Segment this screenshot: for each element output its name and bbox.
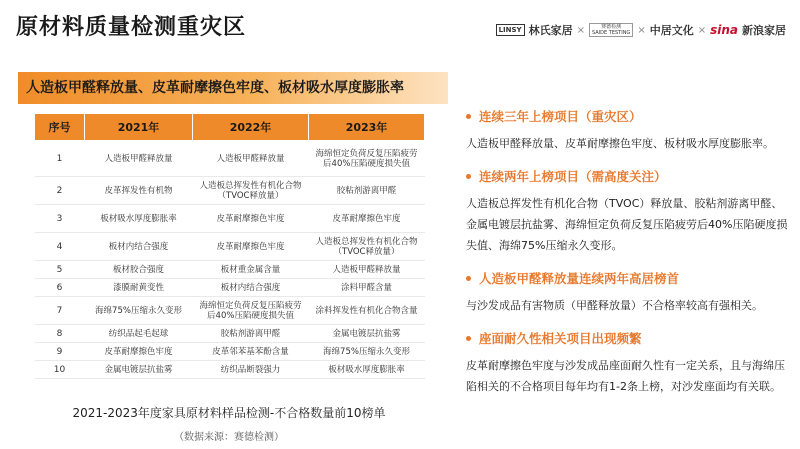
cell-index: 6: [35, 279, 85, 297]
table-header-row: [35, 114, 425, 141]
logo-separator: ×: [637, 24, 646, 36]
cell-2022: 板材内结合强度: [193, 279, 309, 297]
cell-2023: 海绵恒定负荷反复压陷疲劳后40%压陷硬度损失值: [309, 141, 425, 177]
saide-testing-logo: [589, 23, 633, 37]
logo-separator: ×: [576, 24, 586, 36]
table-caption: 2021-2023年度家具原材料样品检测-不合格数量前10榜单: [72, 406, 386, 420]
cell-2022: 皮革耐摩擦色牢度: [193, 233, 309, 261]
finding-paragraph-4: 皮革耐摩擦色牢度与沙发成品座面耐久性有一定关系，且与海绵压陷相关的不合格项目每年均有1-2条上榜，对沙发座面均有关联。: [466, 359, 785, 393]
cell-2021: 皮革挥发性有机物: [85, 177, 193, 205]
cell-2023: 人造板甲醛释放量: [309, 261, 425, 279]
finding-heading-text: 连续三年上榜项目（重灾区）: [479, 109, 642, 124]
table-row: [35, 141, 425, 177]
cell-2022: 板材重金属含量: [193, 261, 309, 279]
cell-2021: 板材胶合强度: [85, 261, 193, 279]
logo-separator: ×: [697, 24, 707, 36]
linshi-jiaju-logo: 林氏家居: [528, 24, 573, 37]
bullet-dot-icon: [466, 114, 471, 119]
cell-2022: 皮革耐摩擦色牢度: [193, 205, 309, 233]
finding-heading-text: 座面耐久性相关项目出现频繁: [479, 331, 642, 346]
table-row: [35, 233, 425, 261]
xinlang-jiaju-logo: 新浪家居: [742, 24, 786, 37]
cell-2023: 皮革耐摩擦色牢度: [309, 205, 425, 233]
cell-2023: 海绵75%压缩永久变形: [309, 343, 425, 361]
cell-2021: 板材内结合强度: [85, 233, 193, 261]
finding-paragraph-2: 人造板总挥发性有机化合物（TVOC）释放量、胶粘剂游离甲醛、金属电镀层抗盐雾、海绵恒定负荷反复压陷疲劳后40%压陷硬度损失值、海绵75%压缩永久变形。: [466, 197, 788, 252]
partner-logos: [496, 22, 786, 38]
cell-index: 10: [35, 361, 85, 379]
bullet-dot-icon: [466, 174, 471, 179]
table-row: [35, 279, 425, 297]
header-2023: 2023年: [309, 114, 425, 141]
finding-paragraph-1: 人造板甲醛释放量、皮革耐摩擦色牢度、板材吸水厚度膨胀率。: [466, 137, 774, 150]
top10-table: [34, 113, 425, 379]
header-2022: 2022年: [193, 114, 309, 141]
linsy-logo: LINSY: [496, 24, 525, 36]
cell-2023: 胶粘剂游离甲醛: [309, 177, 425, 205]
cell-2021: 板材吸水厚度膨胀率: [85, 205, 193, 233]
header-index: 序号: [35, 114, 85, 141]
cell-2021: 皮革耐摩擦色牢度: [85, 343, 193, 361]
cell-2022: 纺织品断裂强力: [193, 361, 309, 379]
cell-index: 7: [35, 297, 85, 325]
finding-heading-2: [466, 167, 667, 185]
bullet-dot-icon: [466, 336, 471, 341]
cell-2022: 皮革邻苯基苯酚含量: [193, 343, 309, 361]
table-row: [35, 177, 425, 205]
cell-2023: 涂料甲醛含量: [309, 279, 425, 297]
section-banner: 人造板甲醛释放量、皮革耐摩擦色牢度、板材吸水厚度膨胀率: [18, 72, 448, 104]
cell-index: 3: [35, 205, 85, 233]
finding-heading-1: [466, 107, 642, 125]
cell-2022: 胶粘剂游离甲醛: [193, 325, 309, 343]
cell-2022: 人造板甲醛释放量: [193, 141, 309, 177]
cell-2023: 金属电镀层抗盐雾: [309, 325, 425, 343]
cell-2023: 涂料挥发性有机化合物含量: [309, 297, 425, 325]
table-row: [35, 343, 425, 361]
sina-logo: sina: [710, 23, 738, 37]
table-row: [35, 261, 425, 279]
cell-index: 5: [35, 261, 85, 279]
cell-2022: 海绵恒定负荷反复压陷疲劳后40%压陷硬度损失值: [193, 297, 309, 325]
zhongju-wenhua-logo: 中居文化: [649, 24, 694, 37]
cell-2021: 纺织品起毛起球: [85, 325, 193, 343]
table-row: [35, 325, 425, 343]
header-2021: 2021年: [85, 114, 193, 141]
cell-index: 2: [35, 177, 85, 205]
cell-2021: 人造板甲醛释放量: [85, 141, 193, 177]
cell-index: 9: [35, 343, 85, 361]
data-source-note: （数据来源：赛德检测）: [174, 432, 284, 443]
bullet-dot-icon: [466, 276, 471, 281]
saide-testing-logo-en: SAIDE TESTING: [592, 30, 631, 36]
cell-2021: 漆膜耐黄变性: [85, 279, 193, 297]
page-title: 原材料质量检测重灾区: [16, 15, 247, 40]
cell-index: 4: [35, 233, 85, 261]
finding-heading-4: [466, 329, 642, 347]
saide-testing-logo-cn: 赛德检测: [601, 24, 622, 30]
table-row: [35, 205, 425, 233]
finding-paragraph-3: 与沙发成品有害物质（甲醛释放量）不合格率较高有强相关。: [466, 299, 763, 312]
cell-2023: 板材吸水厚度膨胀率: [309, 361, 425, 379]
cell-2021: 海绵75%压缩永久变形: [85, 297, 193, 325]
cell-index: 8: [35, 325, 85, 343]
cell-index: 1: [35, 141, 85, 177]
table-row: [35, 297, 425, 325]
finding-heading-text: 连续两年上榜项目（需高度关注）: [479, 169, 667, 184]
table-row: [35, 361, 425, 379]
cell-2023: 人造板总挥发性有机化合物（TVOC释放量）: [309, 233, 425, 261]
cell-2022: 人造板总挥发性有机化合物（TVOC释放量）: [193, 177, 309, 205]
finding-heading-3: [466, 269, 679, 287]
cell-2021: 金属电镀层抗盐雾: [85, 361, 193, 379]
finding-heading-text: 人造板甲醛释放量连续两年高居榜首: [479, 271, 680, 286]
